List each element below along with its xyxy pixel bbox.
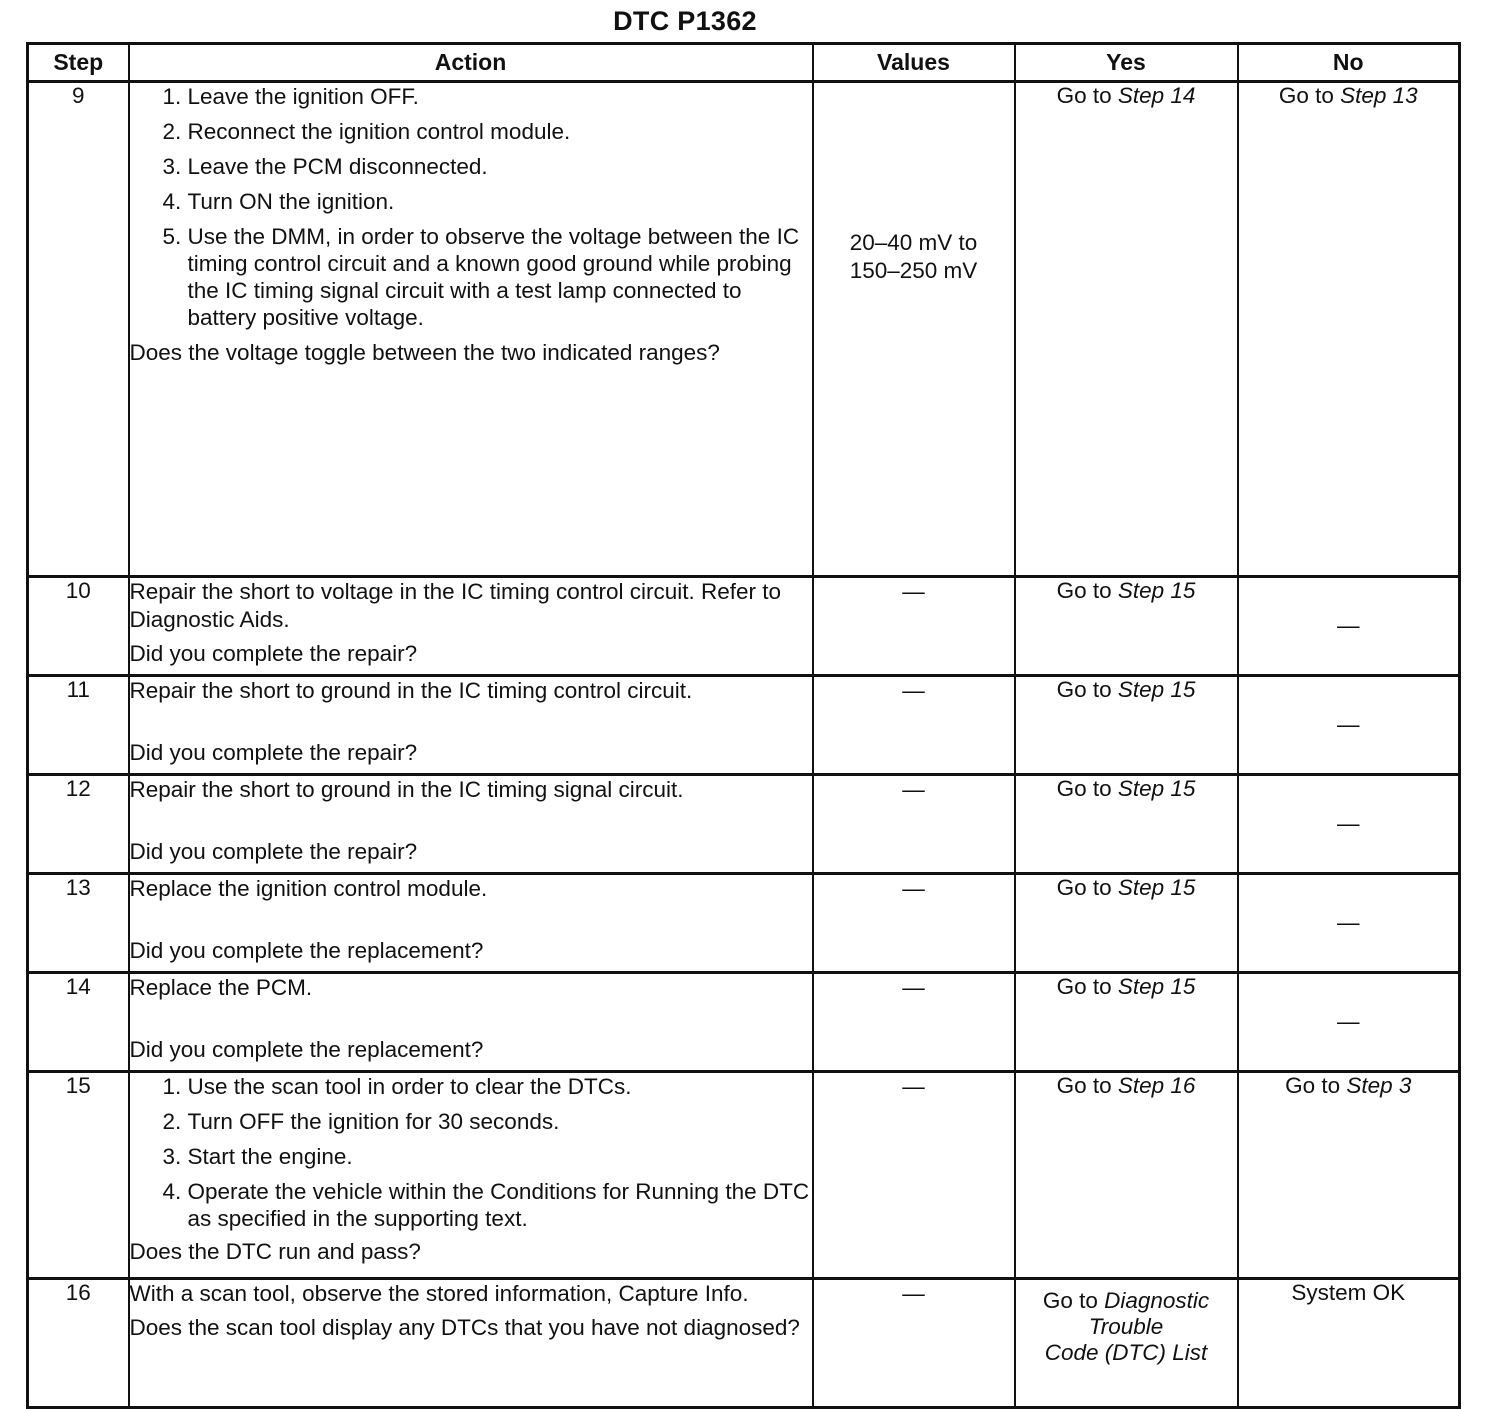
action-text: With a scan tool, observe the stored information, Capture Info.	[129, 1281, 749, 1306]
action-text: Replace the ignition control module.	[129, 876, 488, 901]
yes-target-link[interactable]: Step 15	[1117, 677, 1196, 702]
no-cell	[1238, 1072, 1460, 1279]
yes-target-link[interactable]: Code (DTC) List	[1044, 1340, 1208, 1365]
no-prefix: Go to	[1278, 83, 1341, 108]
values-cell: —	[813, 775, 1015, 874]
no-target-link[interactable]: Step 13	[1340, 83, 1418, 108]
yes-prefix: Go to	[1056, 677, 1118, 702]
action-cell	[129, 973, 813, 1072]
yes-prefix: Go to	[1056, 875, 1118, 900]
yes-prefix: Go to	[1056, 83, 1118, 108]
action-list-item: 2. Turn OFF the ignition for 30 seconds.	[188, 1108, 812, 1135]
action-question: Did you complete the replacement?	[129, 1037, 484, 1062]
action-list-item: 1. Leave the ignition OFF.	[188, 83, 812, 110]
no-cell: System OK	[1238, 1279, 1460, 1408]
table-header-row	[28, 44, 1460, 82]
table-row	[28, 1072, 1460, 1279]
header-yes: Yes	[1015, 44, 1238, 82]
action-question: Does the DTC run and pass?	[129, 1239, 421, 1264]
yes-cell	[1015, 1279, 1238, 1408]
action-question: Did you complete the repair?	[129, 641, 418, 666]
action-cell	[129, 1072, 813, 1279]
action-list-item: 4. Operate the vehicle within the Conditions for Running the DTC as specified in the supporting text.	[188, 1178, 812, 1232]
values-line: 150–250 mV	[849, 258, 978, 283]
yes-cell	[1015, 676, 1238, 775]
header-step: Step	[28, 44, 129, 82]
no-target-link[interactable]: Step 3	[1346, 1073, 1412, 1098]
table-row	[28, 973, 1460, 1072]
yes-target-link[interactable]: Step 15	[1117, 974, 1196, 999]
step-number: 9	[28, 82, 129, 577]
step-number: 15	[28, 1072, 129, 1279]
yes-prefix: Go to	[1056, 776, 1118, 801]
page-title: DTC P1362	[613, 6, 757, 36]
table-row	[28, 775, 1460, 874]
step-number: 10	[28, 577, 129, 676]
yes-cell	[1015, 82, 1238, 577]
yes-target-link[interactable]: Step 15	[1117, 578, 1196, 603]
action-cell	[129, 82, 813, 577]
action-list-item: 3. Start the engine.	[188, 1143, 812, 1170]
no-cell: —	[1238, 874, 1460, 973]
values-cell: —	[813, 577, 1015, 676]
action-question: Does the voltage toggle between the two indicated ranges?	[129, 340, 720, 365]
action-list-item: 3. Leave the PCM disconnected.	[188, 153, 812, 180]
no-cell: —	[1238, 775, 1460, 874]
action-text: Repair the short to voltage in the IC timing control circuit. Refer to Diagnostic Aids.	[129, 579, 782, 632]
action-question: Does the scan tool display any DTCs that you have not diagnosed?	[129, 1315, 800, 1340]
no-cell: —	[1238, 577, 1460, 676]
action-list-item: 5. Use the DMM, in order to observe the voltage between the IC timing control circuit and a known good ground while probing the IC timing signal circuit with a test lamp connected to battery positive voltage.	[188, 223, 812, 331]
step-number: 11	[28, 676, 129, 775]
header-action: Action	[129, 44, 813, 82]
yes-prefix: Go to	[1056, 1073, 1118, 1098]
action-cell	[129, 577, 813, 676]
step-number: 12	[28, 775, 129, 874]
yes-prefix: Go to	[1056, 974, 1118, 999]
yes-prefix: Go to	[1056, 578, 1118, 603]
yes-target-link[interactable]: Step 15	[1117, 875, 1196, 900]
values-cell: —	[813, 874, 1015, 973]
yes-target-link[interactable]: Step 16	[1117, 1073, 1196, 1098]
action-question: Did you complete the replacement?	[129, 938, 484, 963]
action-text: Replace the PCM.	[129, 975, 313, 1000]
yes-cell	[1015, 775, 1238, 874]
action-question: Did you complete the repair?	[129, 740, 418, 765]
action-cell	[129, 775, 813, 874]
no-cell	[1238, 82, 1460, 577]
yes-target-link[interactable]: Step 14	[1117, 83, 1196, 108]
action-cell	[129, 874, 813, 973]
diagnostic-table	[26, 42, 1461, 1409]
action-question: Did you complete the repair?	[129, 839, 418, 864]
action-list	[130, 83, 812, 331]
no-cell: —	[1238, 676, 1460, 775]
yes-target-link[interactable]: Step 15	[1117, 776, 1196, 801]
yes-cell	[1015, 1072, 1238, 1279]
action-cell	[129, 676, 813, 775]
action-list-item: 4. Turn ON the ignition.	[188, 188, 812, 215]
action-text: Repair the short to ground in the IC timing signal circuit.	[129, 777, 684, 802]
table-row	[28, 1279, 1460, 1408]
table-row	[28, 82, 1460, 577]
no-cell: —	[1238, 973, 1460, 1072]
header-values: Values	[813, 44, 1015, 82]
values-cell	[813, 82, 1015, 577]
step-number: 16	[28, 1279, 129, 1408]
yes-cell	[1015, 973, 1238, 1072]
values-cell: —	[813, 973, 1015, 1072]
yes-target-link[interactable]: Diagnostic	[1104, 1288, 1210, 1313]
action-text: Repair the short to ground in the IC timing control circuit.	[129, 678, 693, 703]
action-list-item: 2. Reconnect the ignition control module.	[188, 118, 812, 145]
yes-cell	[1015, 874, 1238, 973]
table-row	[28, 874, 1460, 973]
values-cell: —	[813, 1072, 1015, 1279]
action-list	[130, 1073, 812, 1232]
action-cell	[129, 1279, 813, 1408]
action-list-item: 1. Use the scan tool in order to clear the DTCs.	[188, 1073, 812, 1100]
values-cell: —	[813, 676, 1015, 775]
table-row	[28, 577, 1460, 676]
step-number: 13	[28, 874, 129, 973]
table-row	[28, 676, 1460, 775]
values-line: 20–40 mV to	[849, 230, 978, 255]
step-number: 14	[28, 973, 129, 1072]
values-cell: —	[813, 1279, 1015, 1408]
yes-target-link[interactable]: Trouble	[1088, 1314, 1164, 1339]
yes-cell	[1015, 577, 1238, 676]
yes-prefix: Go to	[1042, 1288, 1105, 1313]
no-prefix: Go to	[1285, 1073, 1347, 1098]
header-no: No	[1238, 44, 1460, 82]
